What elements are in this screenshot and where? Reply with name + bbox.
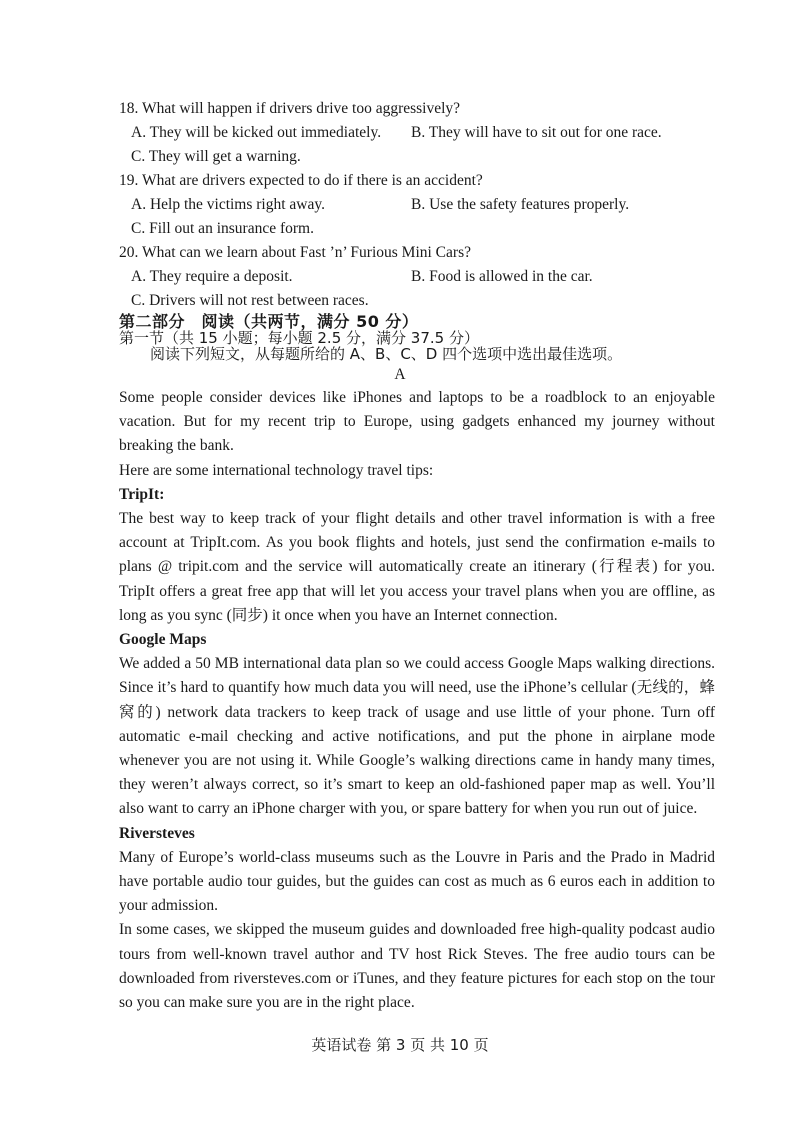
question-19-stem: 19. What are drivers expected to do if there is an accident?	[119, 172, 483, 189]
paragraph-museums: Many of Europe’s world-class museums such as the Louvre in Paris and the Prado in Madrid have portable audio tour guides, but the guides can cost as much as 6 euros each in addition to your admission.	[119, 848, 715, 915]
heading-tripit: TripIt:	[119, 485, 165, 503]
heading-google-maps: Google Maps	[119, 631, 207, 649]
paragraph-intro	[119, 386, 715, 459]
reading-passage	[119, 386, 715, 1015]
paragraph-tips-intro-text: Here are some international technology travel tips:	[119, 461, 434, 479]
question-18-option-c: C. They will get a warning.	[131, 148, 301, 165]
question-19-option-a: A. Help the victims right away.	[131, 196, 325, 213]
question-18-stem: 18. What will happen if drivers drive too aggressively?	[119, 100, 461, 117]
section-title: 第二部分 阅读（共两节，满分 50 分）	[119, 312, 419, 331]
question-20-stem: 20. What can we learn about Fast ’n’ Furious Mini Cars?	[119, 244, 471, 261]
section-instruction: 阅读下列短文，从每题所给的 A、B、C、D 四个选项中选出最佳选项。	[150, 345, 623, 363]
passage-label: A	[394, 366, 406, 383]
question-18-option-b: B. They will have to sit out for one race.	[411, 124, 662, 141]
paragraph-intro-text: Some people consider devices like iPhones and laptops to be a roadblock to an enjoyable vacation. But for my recent trip to Europe, using gadgets enhanced my journey without breaking the bank.	[119, 389, 715, 455]
page-footer: 英语试卷 第 3 页 共 10 页	[311, 1036, 489, 1054]
question-18-option-a: A. They will be kicked out immediately.	[131, 124, 382, 141]
question-20-option-c: C. Drivers will not rest between races.	[131, 292, 369, 309]
question-20-option-a: A. They require a deposit.	[131, 268, 293, 285]
question-19-option-c: C. Fill out an insurance form.	[131, 220, 314, 237]
paragraph-podcasts: In some cases, we skipped the museum guides and downloaded free high-quality podcast audio tours from well-known travel author and TV host Rick Steves. The free audio tours can be downloaded from riversteves.com or iTunes, and they feature pictures for each stop on the tour so you can make sure you are in the right place.	[119, 921, 715, 1012]
question-19-option-b: B. Use the safety features properly.	[411, 196, 630, 213]
question-20-option-b: B. Food is allowed in the car.	[411, 268, 593, 285]
section-subtitle: 第一节（共 15 小题；每小题 2.5 分，满分 37.5 分）	[119, 329, 479, 347]
paragraph-tripit: The best way to keep track of your flight details and other travel information is with a free account at TripIt.com. As you book flights and hotels, just send the confirmation e-mails to plans @ tripit.com and the service will automatically create an itinerary (行程表) for you. TripIt offers a great free app that will let you access your travel plans when you are offline, as long as you sync (同步) it once when you have an Internet connection.	[119, 510, 715, 624]
paragraph-google-maps: We added a 50 MB international data plan so we could access Google Maps walking directions. Since it’s hard to quantify how much data you will need, use the iPhone’s cellular (无线的，蜂窝的) network data trackers to keep track of usage and use little of your phone. Turn off automatic e-mail checking and active notifications, and put the phone in airplane mode whenever you are not using it. While Google’s walking directions came in handy many times, they weren’t always correct, so it’s smart to keep an old-fashioned paper map as well. You’ll also want to carry an iPhone charger with you, or spare battery for when you run out of juice.	[119, 655, 715, 818]
paragraph-tips-intro	[119, 459, 715, 483]
heading-riversteves: Riversteves	[119, 824, 195, 842]
